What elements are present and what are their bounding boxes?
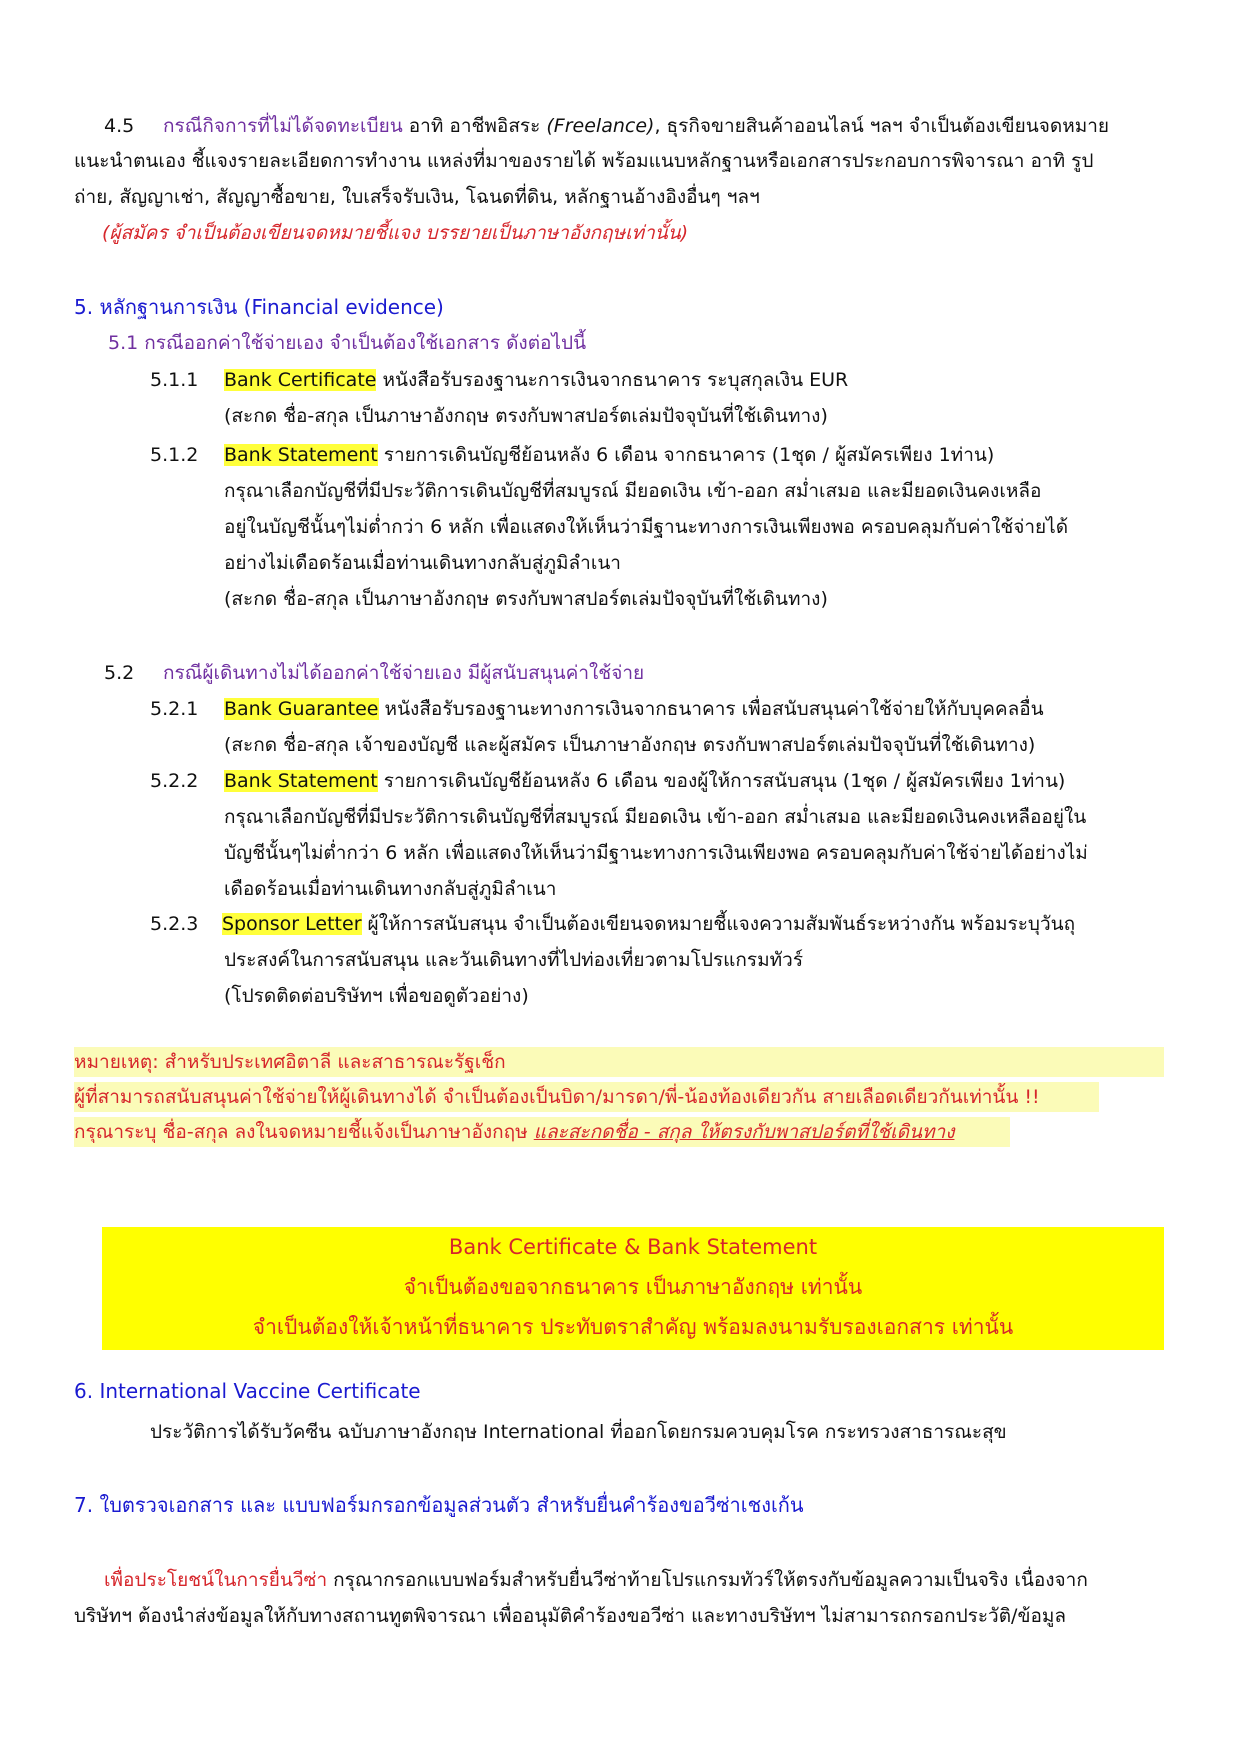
item-5-1-2-line-1 [224,442,994,468]
section-7-line-2: บริษัทฯ ต้องนำส่งข้อมูลให้กับทางสถานทูตพิจารณา เพื่ออนุมัติคำร้องขอวีซ่า และทางบริษัทฯ ไม่สามารถกรอกประวัติ/ข้อมูล [74,1605,1067,1627]
item-5-2-1-line-1 [224,696,1044,722]
item-5-1-1-key: Bank Certificate [224,369,377,391]
item-5-2-3-key: Sponsor Letter [222,913,362,935]
remark-line-2: ผู้ที่สามารถสนับสนุนค่าใช้จ่ายให้ผู้เดินทางได้ จำเป็นต้องเป็นบิดา/มารดา/พี่-น้องท้องเดียวกัน สายเลือดเดียวกันเท่านั้น !! [74,1086,1040,1108]
section-7-line-1 [104,1567,1088,1593]
item-5-1-1-line-2: (สะกด ชื่อ-สกุล เป็นภาษาอังกฤษ ตรงกับพาสปอร์ตเล่มปัจจุบันที่ใช้เดินทาง) [224,405,828,427]
remark-line-3 [74,1119,954,1145]
item-5-2-3-number: 5.2.3 [150,913,199,935]
item-5-2-3-line-1 [222,911,1075,937]
bank-box-line-3: จำเป็นต้องให้เจ้าหน้าที่ธนาคาร ประทับตราสำคัญ พร้อมลงนามรับรองเอกสาร เท่านั้น [252,1315,1014,1339]
remark-line-3-underlined: และสะกดชื่อ - สกุล ให้ตรงกับพาสปอร์ตที่ใช้เดินทาง [533,1121,955,1143]
section-7-heading: 7. ใบตรวจเอกสาร และ แบบฟอร์มกรอกข้อมูลส่วนตัว สำหรับยื่นคำร้องขอวีซ่าเชงเก้น [74,1493,804,1517]
item-5-1-2-line-2: กรุณาเลือกบัญชีที่มีประวัติการเดินบัญชีที่สมบูรณ์ มียอดเงิน เข้า-ออก สม่ำเสมอ และมียอดเงินคงเหลือ [224,480,1042,502]
section-4-5-number: 4.5 [104,115,135,137]
item-5-2-3-line-2: ประสงค์ในการสนับสนุน และวันเดินทางที่ไปท่องเที่ยวตามโปรแกรมทัวร์ [224,949,804,971]
item-5-2-2-line-1 [224,768,1065,794]
item-5-2-2-number: 5.2.2 [150,770,199,792]
section-6-heading: 6. International Vaccine Certificate [74,1379,421,1403]
bank-requirement-box [102,1227,1164,1350]
item-5-2-2-text: รายการเดินบัญชีย้อนหลัง 6 เดือน ของผู้ให้การสนับสนุน (1ชุด / ผู้สมัครเพียง 1ท่าน) [377,770,1066,792]
section-5-2-title: กรณีผู้เดินทางไม่ได้ออกค่าใช้จ่ายเอง มีผู้สนับสนุนค่าใช้จ่าย [163,662,645,684]
item-5-2-1-number: 5.2.1 [150,698,199,720]
item-5-1-2-line-4: อย่างไม่เดือดร้อนเมื่อท่านเดินทางกลับสู่ภูมิลำเนา [224,552,621,574]
section-4-5-line-1 [163,113,1109,139]
item-5-1-2-line-5: (สะกด ชื่อ-สกุล เป็นภาษาอังกฤษ ตรงกับพาสปอร์ตเล่มปัจจุบันที่ใช้เดินทาง) [224,588,828,610]
item-5-1-1-line-1 [224,367,848,393]
item-5-2-1-text: หนังสือรับรองฐานะทางการเงินจากธนาคาร เพื่อสนับสนุนค่าใช้จ่ายให้กับบุคคลอื่น [378,698,1044,720]
remark-line-1: หมายเหตุ: สำหรับประเทศอิตาลี และสาธารณะรัฐเช็ก [74,1051,506,1073]
item-5-2-2-line-3: บัญชีนั้นๆไม่ต่ำกว่า 6 หลัก เพื่อแสดงให้เห็นว่ามีฐานะทางการเงินเพียงพอ ครอบคลุมกับค่าใช้จ่ายได้อย่างไม่ [224,842,1088,864]
item-5-1-2-number: 5.1.2 [150,444,199,466]
bank-box-line-1: Bank Certificate & Bank Statement [448,1235,818,1259]
remark-line-3-text: กรุณาระบุ ชื่อ-สกุล ลงในจดหมายชี้แจ้งเป็นภาษาอังกฤษ [74,1121,534,1143]
item-5-2-3-text: ผู้ให้การสนับสนุน จำเป็นต้องเขียนจดหมายชี้แจงความสัมพันธ์ระหว่างกัน พร้อมระบุวันถุ [361,913,1076,935]
item-5-2-3-line-3: (โปรดติดต่อบริษัทฯ เพื่อขอดูตัวอย่าง) [224,985,529,1007]
section-4-5-text-c: , ธุรกิจขายสินค้าออนไลน์ ฯลฯ จำเป็นต้องเขียนจดหมาย [654,115,1110,137]
section-4-5-note: (ผู้สมัคร จำเป็นต้องเขียนจดหมายชี้แจง บรรยายเป็นภาษาอังกฤษเท่านั้น) [102,222,689,244]
item-5-2-2-line-2: กรุณาเลือกบัญชีที่มีประวัติการเดินบัญชีที่สมบูรณ์ มียอดเงิน เข้า-ออก สม่ำเสมอ และมียอดเงินคงเหลืออยู่ใน [224,806,1087,828]
item-5-2-2-line-4: เดือดร้อนเมื่อท่านเดินทางกลับสู่ภูมิลำเนา [224,878,557,900]
section-7-lead: เพื่อประโยชน์ในการยื่นวีซ่า [104,1569,328,1591]
item-5-2-1-key: Bank Guarantee [224,698,379,720]
item-5-1-2-line-3: อยู่ในบัญชีนั้นๆไม่ต่ำกว่า 6 หลัก เพื่อแสดงให้เห็นว่ามีฐานะทางการเงินเพียงพอ ครอบคลุมกับค่าใช้จ่ายได้ [224,516,1069,538]
section-4-5-line-2: แนะนำตนเอง ชี้แจงรายละเอียดการทำงาน แหล่งที่มาของรายได้ พร้อมแนบหลักฐานหรือเอกสารประกอบการพิจารณา อาทิ รูป [74,150,1094,172]
item-5-2-2-key: Bank Statement [224,770,378,792]
item-5-1-2-key: Bank Statement [224,444,378,466]
section-4-5-title: กรณีกิจการที่ไม่ได้จดทะเบียน [163,115,403,137]
section-4-5-line-3: ถ่าย, สัญญาเช่า, สัญญาซื้อขาย, ใบเสร็จรับเงิน, โฉนดที่ดิน, หลักฐานอ้างอิงอื่นๆ ฯลฯ [74,186,760,208]
section-5-1-heading: 5.1 กรณีออกค่าใช้จ่ายเอง จำเป็นต้องใช้เอกสาร ดังต่อไปนี้ [108,332,587,354]
item-5-1-1-text: หนังสือรับรองฐานะการเงินจากธนาคาร ระบุสกุลเงิน EUR [376,369,849,391]
item-5-1-2-text: รายการเดินบัญชีย้อนหลัง 6 เดือน จากธนาคาร (1ชุด / ผู้สมัครเพียง 1ท่าน) [377,444,995,466]
section-5-2-number: 5.2 [104,662,135,684]
section-6-text: ประวัติการได้รับวัคซีน ฉบับภาษาอังกฤษ International ที่ออกโดยกรมควบคุมโรค กระทรวงสาธารณะสุข [150,1421,1007,1443]
section-7-text-1: กรุณากรอกแบบฟอร์มสำหรับยื่นวีซ่าท้ายโปรแกรมทัวร์ให้ตรงกับข้อมูลความเป็นจริง เนื่องจาก [327,1569,1088,1591]
item-5-2-1-line-2: (สะกด ชื่อ-สกุล เจ้าของบัญชี และผู้สมัคร เป็นภาษาอังกฤษ ตรงกับพาสปอร์ตเล่มปัจจุบันที่ใช้เดินทาง) [224,734,1036,756]
section-5-heading: 5. หลักฐานการเงิน (Financial evidence) [74,295,444,319]
bank-box-line-2: จำเป็นต้องขอจากธนาคาร เป็นภาษาอังกฤษ เท่านั้น [403,1275,863,1299]
item-5-1-1-number: 5.1.1 [150,369,199,391]
section-4-5-freelance: (Freelance) [546,115,655,137]
section-4-5-text-a: อาทิ อาชีพอิสระ [402,115,547,137]
